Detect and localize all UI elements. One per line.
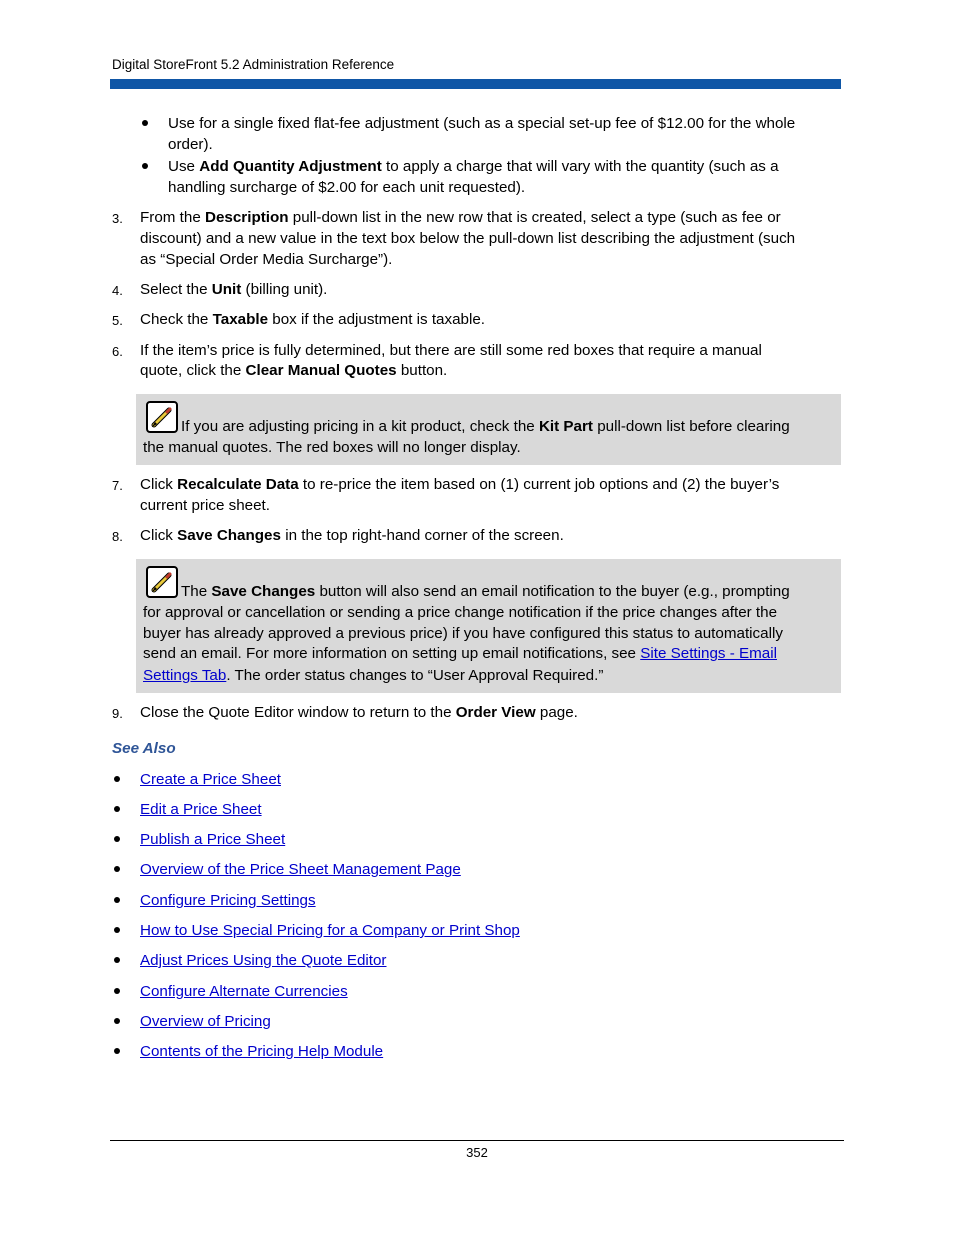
step-text: From the Description pull-down list in the new row that is created, select a type (such as fee or (140, 209, 781, 226)
see-also-link[interactable]: Overview of Pricing (140, 1013, 271, 1030)
pencil-note-icon (146, 401, 178, 433)
step-text: Click Save Changes in the top right-hand corner of the screen. (140, 527, 564, 544)
note-text: the manual quotes. The red boxes will no longer display. (143, 439, 521, 456)
note-text: If you are adjusting pricing in a kit product, check the Kit Part pull-down list before clearing (181, 418, 790, 435)
step-text: current price sheet. (140, 497, 270, 514)
bullet-dot (114, 1018, 120, 1024)
see-also-link[interactable]: Contents of the Pricing Help Module (140, 1043, 384, 1060)
header-title: Digital StoreFront 5.2 Administration Reference (112, 57, 395, 72)
bullet-text: handling surcharge of $2.00 for each unit requested). (168, 179, 526, 196)
step-text: If the item’s price is fully determined, but there are still some red boxes that require a manual (140, 342, 762, 359)
site-settings-email-link[interactable]: Settings Tab (143, 667, 227, 684)
note-text: Settings Tab. The order status changes to “User Approval Required.” (143, 667, 604, 684)
see-also-heading: See Also (112, 740, 176, 757)
see-also-link[interactable]: Edit a Price Sheet (140, 801, 262, 818)
bullet-dot (114, 988, 120, 994)
step-text: as “Special Order Media Surcharge”). (140, 251, 393, 268)
note-text: buyer has already approved a previous price) if you have configured this status to automatically (143, 625, 783, 642)
step-number: 5. (112, 313, 123, 328)
note-text: The Save Changes button will also send an email notification to the buyer (e.g., prompting (181, 583, 790, 600)
step-number: 4. (112, 283, 123, 298)
step-number: 8. (112, 529, 123, 544)
pencil-note-icon (146, 566, 178, 598)
bullet-dot (142, 120, 148, 126)
bullet-text: Use for a single fixed flat-fee adjustment (such as a special set-up fee of $12.00 for the whole (168, 115, 796, 132)
bullet-dot (114, 957, 120, 963)
see-also-link[interactable]: Create a Price Sheet (140, 771, 281, 788)
see-also-link[interactable]: Overview of the Price Sheet Management Page (140, 861, 461, 878)
step-text: Close the Quote Editor window to return to the Order View page. (140, 704, 578, 721)
note-box (136, 394, 841, 465)
bullet-dot (114, 1048, 120, 1054)
step-text: Select the Unit (billing unit). (140, 281, 328, 298)
step-number: 7. (112, 478, 123, 493)
footer-rule (110, 1140, 844, 1141)
see-also-link[interactable]: Configure Alternate Currencies (140, 983, 348, 1000)
site-settings-email-link[interactable]: Site Settings - Email (640, 645, 777, 662)
see-also-link[interactable]: Publish a Price Sheet (140, 831, 286, 848)
step-number: 9. (112, 706, 123, 721)
see-also-link[interactable]: How to Use Special Pricing for a Company or Print Shop (140, 922, 520, 939)
bullet-dot (114, 897, 120, 903)
step-text: Check the Taxable box if the adjustment is taxable. (140, 311, 486, 328)
note-text: for approval or cancellation or sending a price change notification if the price changes after the (143, 604, 778, 621)
bullet-dot (142, 163, 148, 169)
bullet-text: Use Add Quantity Adjustment to apply a charge that will vary with the quantity (such as a (168, 158, 779, 175)
see-also-link[interactable]: Adjust Prices Using the Quote Editor (140, 952, 387, 969)
bullet-dot (114, 806, 120, 812)
bullet-text: order). (168, 136, 213, 153)
step-text: Click Recalculate Data to re-price the item based on (1) current job options and (2) the buyer’s (140, 476, 780, 493)
see-also-link[interactable]: Configure Pricing Settings (140, 892, 316, 909)
step-text: discount) and a new value in the text box below the pull-down list describing the adjustment (such (140, 230, 796, 247)
note-box (136, 559, 841, 693)
step-number: 3. (112, 211, 123, 226)
note-text: send an email. For more information on setting up email notifications, see Site Settings - Email (143, 645, 777, 662)
bullet-dot (114, 866, 120, 872)
bullet-dot (114, 927, 120, 933)
page-number: 352 (466, 1145, 488, 1160)
bullet-dot (114, 776, 120, 782)
step-text: quote, click the Clear Manual Quotes button. (140, 362, 448, 379)
header-bar (110, 79, 841, 89)
step-number: 6. (112, 344, 123, 359)
bullet-dot (114, 836, 120, 842)
